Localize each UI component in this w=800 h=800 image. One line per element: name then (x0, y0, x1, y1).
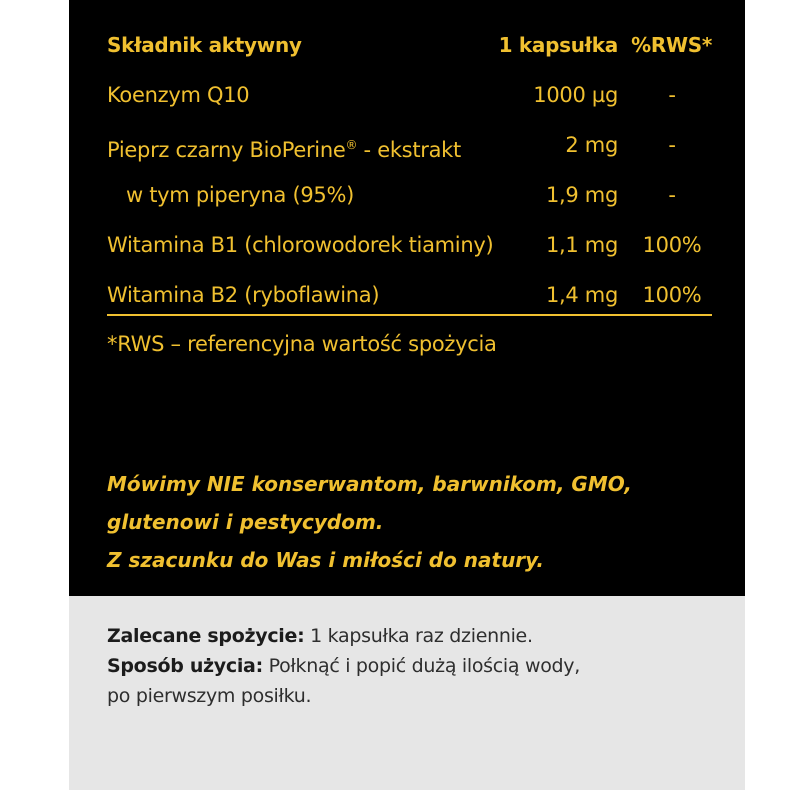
ingredient-rws: 100% (642, 233, 702, 257)
slogan-line: Z szacunku do Was i miłości do natury. (107, 548, 544, 572)
rws-footnote: *RWS – referencyjna wartość spożycia (107, 332, 497, 356)
ingredient-rws: - (668, 133, 676, 157)
recommended-text: 1 kapsułka raz dziennie. (304, 625, 533, 647)
ingredient-dose: 1,4 mg (545, 283, 618, 307)
ingredient-name: w tym piperyna (95%) (126, 183, 355, 207)
ingredient-name: Koenzym Q10 (107, 83, 250, 107)
table-row (107, 276, 712, 314)
header-ingredient: Składnik aktywny (107, 33, 302, 57)
registered-mark: ® (345, 138, 358, 152)
header-rws: %RWS* (631, 33, 712, 57)
table-row (107, 176, 712, 214)
slogan-line: Mówimy NIE konserwantom, barwnikom, GMO, (107, 472, 632, 496)
ingredient-rws: - (668, 183, 676, 207)
usage-method (107, 651, 727, 681)
table-row (107, 126, 712, 164)
method-label: Sposób użycia: (107, 655, 263, 677)
recommended-intake (107, 621, 727, 651)
table-header (107, 26, 712, 64)
recommended-label: Zalecane spożycie: (107, 625, 305, 647)
slogan-line: glutenowi i pestycydom. (107, 510, 384, 534)
slogan (107, 465, 727, 579)
ingredient-dose: 2 mg (565, 133, 618, 157)
ingredient-name: Witamina B1 (chlorowodorek tiaminy) (107, 233, 494, 257)
method-text: Połknąć i popić dużą ilością wody, (262, 655, 580, 677)
ingredient-rws: 100% (642, 283, 702, 307)
table-row (107, 226, 712, 264)
ingredient-dose: 1000 µg (533, 83, 618, 107)
usage-method-continued: po pierwszym posiłku. (107, 685, 312, 707)
ingredient-dose: 1,9 mg (545, 183, 618, 207)
header-dose: 1 kapsułka (498, 33, 618, 57)
ingredient-name: Witamina B2 (ryboflawina) (107, 283, 380, 307)
usage-instructions (107, 621, 727, 711)
ingredient-name (107, 126, 461, 169)
ingredient-name-suffix: - ekstrakt (357, 138, 461, 162)
table-row (107, 76, 712, 114)
ingredient-rws: - (668, 83, 676, 107)
ingredient-name-main: Pieprz czarny BioPerine (107, 138, 346, 162)
ingredient-dose: 1,1 mg (545, 233, 618, 257)
